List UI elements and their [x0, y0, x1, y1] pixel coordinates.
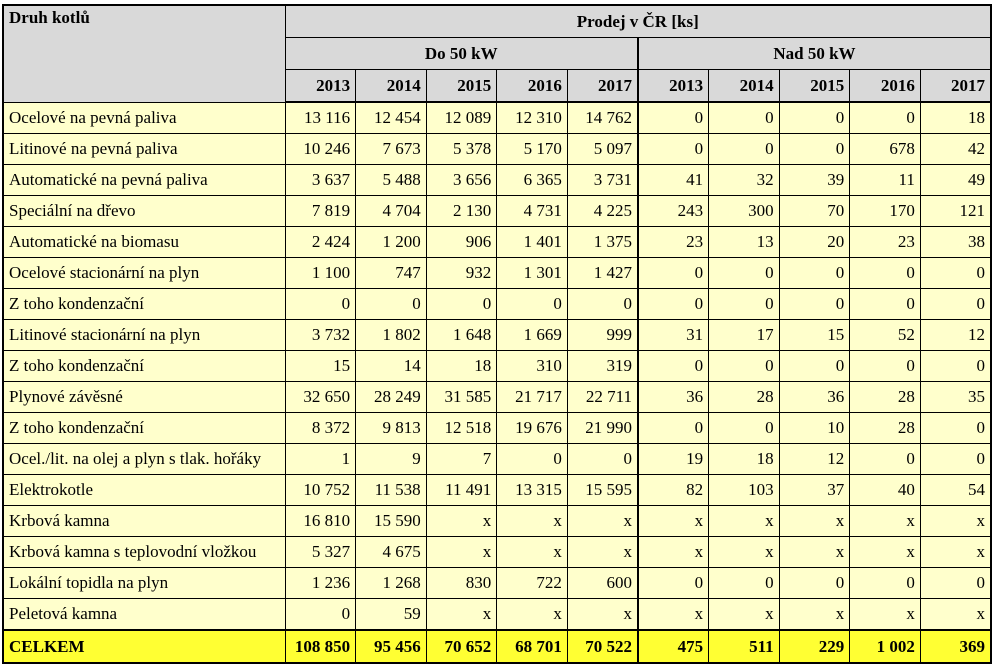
value-cell: 1 — [285, 444, 356, 475]
value-cell: 0 — [850, 289, 921, 320]
row-label: Z toho kondenzační — [3, 351, 285, 382]
value-cell: 70 522 — [567, 630, 638, 663]
value-cell: 17 — [709, 320, 780, 351]
value-cell: 7 673 — [356, 134, 427, 165]
value-cell: 28 249 — [356, 382, 427, 413]
value-cell: 12 518 — [426, 413, 497, 444]
value-cell: 3 731 — [567, 165, 638, 196]
value-cell: 0 — [920, 413, 991, 444]
value-cell: 49 — [920, 165, 991, 196]
value-cell: 678 — [850, 134, 921, 165]
value-cell: 300 — [709, 196, 780, 227]
value-cell: 0 — [709, 134, 780, 165]
value-cell: 0 — [426, 289, 497, 320]
table-row — [3, 568, 991, 599]
value-cell: 0 — [779, 134, 850, 165]
table-row — [3, 506, 991, 537]
row-label: Automatické na pevná paliva — [3, 165, 285, 196]
value-cell: x — [920, 599, 991, 631]
value-cell: 18 — [920, 102, 991, 134]
table-row — [3, 165, 991, 196]
value-cell: 12 454 — [356, 102, 427, 134]
value-cell: 5 170 — [497, 134, 568, 165]
value-cell: 5 097 — [567, 134, 638, 165]
value-cell: 0 — [497, 289, 568, 320]
value-cell: 0 — [285, 289, 356, 320]
table-row — [3, 320, 991, 351]
value-cell: 35 — [920, 382, 991, 413]
value-cell: 1 268 — [356, 568, 427, 599]
value-cell: 11 — [850, 165, 921, 196]
value-cell: 999 — [567, 320, 638, 351]
row-label: Krbová kamna — [3, 506, 285, 537]
value-cell: 19 676 — [497, 413, 568, 444]
value-cell: x — [638, 599, 709, 631]
value-cell: 0 — [850, 351, 921, 382]
value-cell: 170 — [850, 196, 921, 227]
value-cell: 0 — [779, 289, 850, 320]
value-cell: 4 704 — [356, 196, 427, 227]
value-cell: x — [567, 599, 638, 631]
value-cell: 0 — [638, 134, 709, 165]
value-cell: 0 — [920, 568, 991, 599]
value-cell: 12 — [779, 444, 850, 475]
value-cell: 7 — [426, 444, 497, 475]
value-cell: 0 — [779, 258, 850, 289]
value-cell: x — [638, 537, 709, 568]
value-cell: 0 — [779, 351, 850, 382]
value-cell: 70 652 — [426, 630, 497, 663]
value-cell: 0 — [567, 289, 638, 320]
value-cell: 13 116 — [285, 102, 356, 134]
value-cell: x — [779, 506, 850, 537]
value-cell: 747 — [356, 258, 427, 289]
value-cell: 1 002 — [850, 630, 921, 663]
value-cell: 1 375 — [567, 227, 638, 258]
value-cell: 722 — [497, 568, 568, 599]
value-cell: 23 — [850, 227, 921, 258]
value-cell: 36 — [638, 382, 709, 413]
year-header: 2017 — [567, 70, 638, 103]
year-header: 2015 — [779, 70, 850, 103]
value-cell: 1 648 — [426, 320, 497, 351]
value-cell: 0 — [920, 258, 991, 289]
row-label: Litinové na pevná paliva — [3, 134, 285, 165]
row-label: Ocel./lit. na olej a plyn s tlak. hořáky — [3, 444, 285, 475]
row-label: Plynové závěsné — [3, 382, 285, 413]
value-cell: 0 — [709, 258, 780, 289]
value-cell: 108 850 — [285, 630, 356, 663]
value-cell: 37 — [779, 475, 850, 506]
value-cell: 1 802 — [356, 320, 427, 351]
value-cell: x — [920, 506, 991, 537]
table-row — [3, 258, 991, 289]
value-cell: 28 — [709, 382, 780, 413]
value-cell: 932 — [426, 258, 497, 289]
corner-header: Druh kotlů — [3, 5, 285, 102]
value-cell: 15 595 — [567, 475, 638, 506]
value-cell: 0 — [850, 258, 921, 289]
value-cell: x — [850, 537, 921, 568]
value-cell: 0 — [850, 568, 921, 599]
row-label: CELKEM — [3, 630, 285, 663]
value-cell: x — [850, 506, 921, 537]
value-cell: 1 100 — [285, 258, 356, 289]
value-cell: 0 — [709, 289, 780, 320]
table-row — [3, 413, 991, 444]
value-cell: 13 — [709, 227, 780, 258]
value-cell: 0 — [779, 568, 850, 599]
value-cell: 28 — [850, 413, 921, 444]
table-row — [3, 382, 991, 413]
value-cell: 4 225 — [567, 196, 638, 227]
row-label: Lokální topidla na plyn — [3, 568, 285, 599]
value-cell: 9 — [356, 444, 427, 475]
table-row — [3, 134, 991, 165]
row-label: Elektrokotle — [3, 475, 285, 506]
value-cell: 2 424 — [285, 227, 356, 258]
value-cell: 310 — [497, 351, 568, 382]
value-cell: 14 — [356, 351, 427, 382]
value-cell: 95 456 — [356, 630, 427, 663]
value-cell: 0 — [709, 568, 780, 599]
row-label: Speciální na dřevo — [3, 196, 285, 227]
value-cell: 1 200 — [356, 227, 427, 258]
year-header: 2016 — [850, 70, 921, 103]
value-cell: 0 — [709, 351, 780, 382]
value-cell: 18 — [709, 444, 780, 475]
group-header-nad-50kw: Nad 50 kW — [638, 38, 991, 70]
value-cell: 54 — [920, 475, 991, 506]
table-row — [3, 289, 991, 320]
value-cell: 0 — [920, 444, 991, 475]
value-cell: 10 — [779, 413, 850, 444]
value-cell: 15 — [285, 351, 356, 382]
table-row — [3, 444, 991, 475]
value-cell: 0 — [850, 102, 921, 134]
value-cell: 16 810 — [285, 506, 356, 537]
value-cell: x — [426, 506, 497, 537]
value-cell: 39 — [779, 165, 850, 196]
value-cell: x — [709, 537, 780, 568]
value-cell: 1 427 — [567, 258, 638, 289]
value-cell: 41 — [638, 165, 709, 196]
value-cell: 0 — [356, 289, 427, 320]
value-cell: 0 — [638, 289, 709, 320]
group-header-do-50kw: Do 50 kW — [285, 38, 638, 70]
value-cell: 0 — [638, 102, 709, 134]
value-cell: 5 327 — [285, 537, 356, 568]
value-cell: x — [920, 537, 991, 568]
value-cell: 10 246 — [285, 134, 356, 165]
value-cell: 38 — [920, 227, 991, 258]
row-label: Automatické na biomasu — [3, 227, 285, 258]
value-cell: x — [426, 537, 497, 568]
value-cell: 0 — [285, 599, 356, 631]
value-cell: 103 — [709, 475, 780, 506]
year-header: 2014 — [356, 70, 427, 103]
value-cell: 52 — [850, 320, 921, 351]
value-cell: 20 — [779, 227, 850, 258]
value-cell: 600 — [567, 568, 638, 599]
value-cell: 8 372 — [285, 413, 356, 444]
value-cell: 15 590 — [356, 506, 427, 537]
value-cell: 70 — [779, 196, 850, 227]
value-cell: 3 732 — [285, 320, 356, 351]
value-cell: 40 — [850, 475, 921, 506]
value-cell: 0 — [920, 351, 991, 382]
value-cell: 82 — [638, 475, 709, 506]
table-body — [3, 102, 991, 663]
value-cell: 121 — [920, 196, 991, 227]
value-cell: 18 — [426, 351, 497, 382]
value-cell: 0 — [638, 351, 709, 382]
value-cell: 1 236 — [285, 568, 356, 599]
year-header: 2017 — [920, 70, 991, 103]
value-cell: 11 538 — [356, 475, 427, 506]
value-cell: 68 701 — [497, 630, 568, 663]
value-cell: 10 752 — [285, 475, 356, 506]
value-cell: x — [779, 537, 850, 568]
value-cell: 906 — [426, 227, 497, 258]
value-cell: 0 — [779, 102, 850, 134]
value-cell: 229 — [779, 630, 850, 663]
row-label: Peletová kamna — [3, 599, 285, 631]
value-cell: 12 310 — [497, 102, 568, 134]
value-cell: x — [497, 599, 568, 631]
year-header: 2013 — [638, 70, 709, 103]
value-cell: 1 301 — [497, 258, 568, 289]
value-cell: x — [709, 599, 780, 631]
value-cell: 59 — [356, 599, 427, 631]
value-cell: 21 990 — [567, 413, 638, 444]
value-cell: 1 669 — [497, 320, 568, 351]
value-cell: x — [426, 599, 497, 631]
value-cell: 11 491 — [426, 475, 497, 506]
value-cell: 32 650 — [285, 382, 356, 413]
value-cell: 0 — [638, 413, 709, 444]
value-cell: 4 731 — [497, 196, 568, 227]
value-cell: 0 — [638, 258, 709, 289]
value-cell: 4 675 — [356, 537, 427, 568]
sales-table — [2, 4, 992, 664]
row-label: Krbová kamna s teplovodní vložkou — [3, 537, 285, 568]
table-row — [3, 196, 991, 227]
year-header: 2013 — [285, 70, 356, 103]
value-cell: x — [497, 537, 568, 568]
value-cell: 32 — [709, 165, 780, 196]
value-cell: x — [709, 506, 780, 537]
value-cell: 15 — [779, 320, 850, 351]
table-row — [3, 351, 991, 382]
value-cell: 0 — [709, 413, 780, 444]
year-header: 2016 — [497, 70, 568, 103]
value-cell: 369 — [920, 630, 991, 663]
value-cell: 475 — [638, 630, 709, 663]
value-cell: 7 819 — [285, 196, 356, 227]
year-header: 2014 — [709, 70, 780, 103]
table-row — [3, 227, 991, 258]
value-cell: x — [497, 506, 568, 537]
value-cell: 31 585 — [426, 382, 497, 413]
value-cell: 23 — [638, 227, 709, 258]
value-cell: 243 — [638, 196, 709, 227]
table-row — [3, 599, 991, 631]
value-cell: 9 813 — [356, 413, 427, 444]
value-cell: 36 — [779, 382, 850, 413]
value-cell: 31 — [638, 320, 709, 351]
value-cell: x — [638, 506, 709, 537]
row-label: Litinové stacionární na plyn — [3, 320, 285, 351]
value-cell: 0 — [567, 444, 638, 475]
table-header — [3, 5, 991, 102]
value-cell: 0 — [497, 444, 568, 475]
value-cell: 22 711 — [567, 382, 638, 413]
value-cell: 28 — [850, 382, 921, 413]
value-cell: 42 — [920, 134, 991, 165]
row-label: Ocelové na pevná paliva — [3, 102, 285, 134]
value-cell: 12 — [920, 320, 991, 351]
value-cell: 3 637 — [285, 165, 356, 196]
total-row — [3, 630, 991, 663]
row-label: Z toho kondenzační — [3, 289, 285, 320]
value-cell: 14 762 — [567, 102, 638, 134]
value-cell: 0 — [850, 444, 921, 475]
value-cell: 21 717 — [497, 382, 568, 413]
value-cell: 0 — [920, 289, 991, 320]
value-cell: 830 — [426, 568, 497, 599]
value-cell: 19 — [638, 444, 709, 475]
table-row — [3, 537, 991, 568]
value-cell: 6 365 — [497, 165, 568, 196]
value-cell: 0 — [709, 102, 780, 134]
value-cell: x — [567, 506, 638, 537]
value-cell: 2 130 — [426, 196, 497, 227]
value-cell: x — [850, 599, 921, 631]
value-cell: 13 315 — [497, 475, 568, 506]
row-label: Z toho kondenzační — [3, 413, 285, 444]
table-row — [3, 475, 991, 506]
value-cell: 1 401 — [497, 227, 568, 258]
table-title: Prodej v ČR [ks] — [285, 5, 991, 38]
row-label: Ocelové stacionární na plyn — [3, 258, 285, 289]
value-cell: x — [779, 599, 850, 631]
value-cell: x — [567, 537, 638, 568]
table-row — [3, 102, 991, 134]
year-header: 2015 — [426, 70, 497, 103]
value-cell: 0 — [638, 568, 709, 599]
value-cell: 319 — [567, 351, 638, 382]
value-cell: 12 089 — [426, 102, 497, 134]
value-cell: 5 488 — [356, 165, 427, 196]
value-cell: 511 — [709, 630, 780, 663]
value-cell: 5 378 — [426, 134, 497, 165]
value-cell: 3 656 — [426, 165, 497, 196]
